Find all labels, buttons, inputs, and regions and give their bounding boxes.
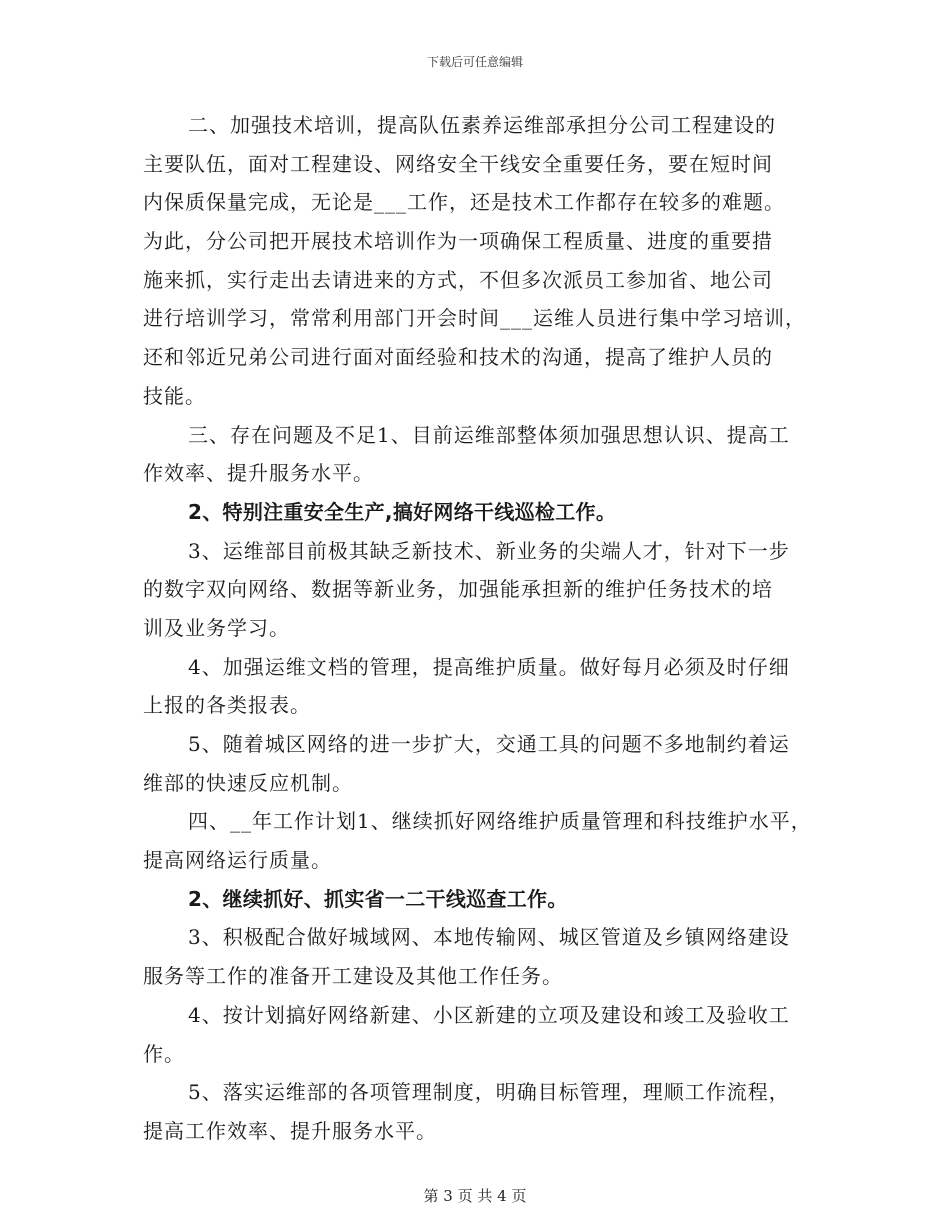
paragraph-line: 为此，分公司把开展技术培训作为一项确保工程质量、进度的重要措 xyxy=(143,229,773,254)
paragraph-line: 服务等工作的准备开工建设及其他工作任务。 xyxy=(143,964,563,989)
paragraph-line: 二、加强技术培训，提高队伍素养运维部承担分公司工程建设的 xyxy=(188,113,776,137)
page-header: 下载后可任意编辑 xyxy=(426,55,523,69)
paragraph-line: 3、运维部目前极其缺乏新技术、新业务的尖端人才，针对下一步 xyxy=(188,538,790,563)
paragraph-line: 施来抓，实行走出去请进来的方式，不但多次派员工参加省、地公司 xyxy=(143,267,773,292)
paragraph-line: 作。 xyxy=(143,1041,185,1066)
paragraph-line: 内保质保量完成，无论是___工作，还是技术工作都存在较多的难题。 xyxy=(143,190,785,215)
paragraph-line: 上报的各类报表。 xyxy=(143,693,311,718)
paragraph-line: 四、__年工作计划1、继续抓好网络维护质量管理和科技维护水平， xyxy=(188,809,812,834)
paragraph-line: 4、按计划搞好网络新建、小区新建的立项及建设和竣工及验收工 xyxy=(188,1002,790,1027)
paragraph-line: 的数字双向网络、数据等新业务，加强能承担新的维护任务技术的培 xyxy=(143,577,773,602)
page-footer: 第 3 页 共 4 页 xyxy=(423,1187,527,1205)
paragraph-line: 维部的快速反应机制。 xyxy=(143,770,353,795)
paragraph-line: 提高工作效率、提升服务水平。 xyxy=(143,1118,437,1143)
paragraph-line: 主要队伍，面对工程建设、网络安全干线安全重要任务，要在短时间 xyxy=(143,151,773,176)
paragraph-line: 5、随着城区网络的进一步扩大，交通工具的问题不多地制约着运 xyxy=(188,732,790,756)
document-body xyxy=(143,106,813,1151)
bold-heading-line: 2、特别注重安全生产,搞好网络干线巡检工作。 xyxy=(188,499,617,524)
paragraph-line: 还和邻近兄弟公司进行面对面经验和技术的沟通，提高了维护人员的 xyxy=(143,345,773,370)
paragraph-line: 5、落实运维部的各项管理制度，明确目标管理，理顺工作流程， xyxy=(188,1080,790,1105)
paragraph-line: 提高网络运行质量。 xyxy=(143,848,332,873)
paragraph-line: 训及业务学习。 xyxy=(143,615,290,640)
paragraph-line: 三、存在问题及不足1、目前运维部整体须加强思想认识、提高工 xyxy=(188,422,790,447)
bold-heading-line: 2、继续抓好、抓实省一二干线巡查工作。 xyxy=(188,886,568,911)
paragraph-line: 3、积极配合做好城域网、本地传输网、城区管道及乡镇网络建设 xyxy=(188,925,790,950)
paragraph-line: 进行培训学习，常常利用部门开会时间___运维人员进行集中学习培训， xyxy=(143,306,806,331)
paragraph-line: 技能。 xyxy=(143,383,206,408)
paragraph-line: 作效率、提升服务水平。 xyxy=(143,461,374,486)
paragraph-line: 4、加强运维文档的管理，提高维护质量。做好每月必须及时仔细 xyxy=(188,654,790,679)
